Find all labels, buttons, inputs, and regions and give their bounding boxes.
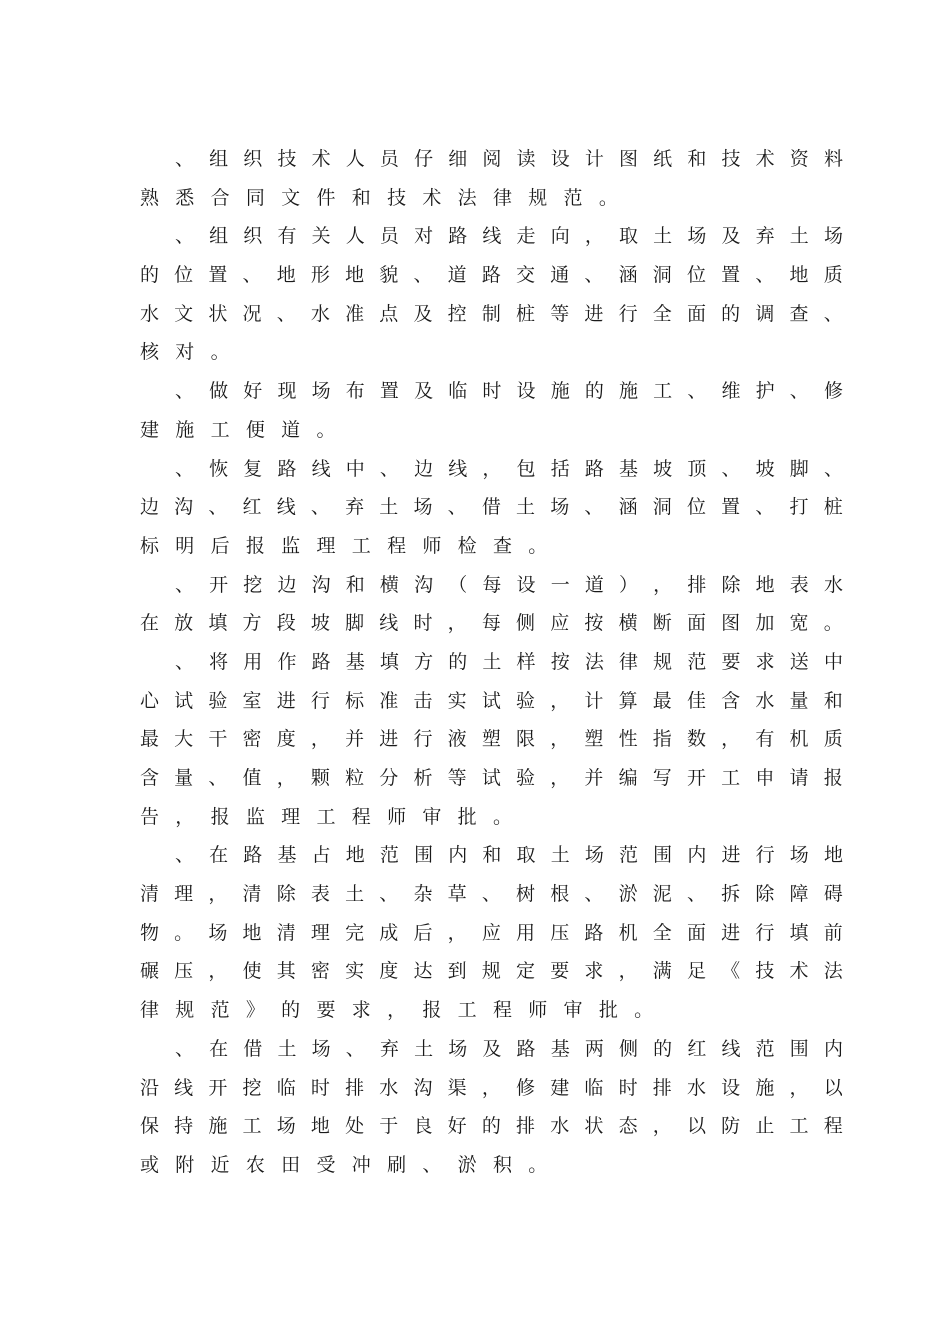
text-line: 、 将 用 作 路 基 填 方 的 土 样 按 法 律 规 范 要 求 送 中 xyxy=(174,650,843,673)
text-line: 标 明 后 报 监 理 工 程 师 检 查 。 xyxy=(139,534,548,557)
text-line: 、 在 路 基 占 地 范 围 内 和 取 土 场 范 围 内 进 行 场 地 xyxy=(174,844,843,867)
text-line: 、 组 织 技 术 人 员 仔 细 阅 读 设 计 图 纸 和 技 术 资 料 xyxy=(174,148,843,170)
text-line: 律 规 范 》 的 要 求 ， 报 工 程 师 审 批 。 xyxy=(139,999,654,1022)
paragraph xyxy=(139,140,844,217)
paragraph xyxy=(139,372,844,449)
text-line: 、 开 挖 边 沟 和 横 沟 （ 每 设 一 道 ） ， 排 除 地 表 水 xyxy=(174,573,843,596)
text-line: 物 。 场 地 清 理 完 成 后 ， 应 用 压 路 机 全 面 进 行 填 前 xyxy=(139,921,843,944)
text-line: 水 文 状 况 、 水 准 点 及 控 制 桩 等 进 行 全 面 的 调 查 、 xyxy=(139,302,843,325)
text-line: 、 在 借 土 场 、 弃 土 场 及 路 基 两 侧 的 红 线 范 围 内 xyxy=(174,1037,843,1060)
paragraph xyxy=(139,566,844,643)
document-body xyxy=(139,140,844,1185)
text-line: 沿 线 开 挖 临 时 排 水 沟 渠 ， 修 建 临 时 排 水 设 施 ， 以 xyxy=(139,1076,843,1099)
text-line: 边 沟 、 红 线 、 弃 土 场 、 借 土 场 、 涵 洞 位 置 、 打 桩 xyxy=(139,496,843,519)
text-line: 最 大 干 密 度 ， 并 进 行 液 塑 限 ， 塑 性 指 数 ， 有 机 质 xyxy=(139,728,843,751)
text-line: 心 试 验 室 进 行 标 准 击 实 试 验 ， 计 算 最 佳 含 水 量 和 xyxy=(139,689,843,712)
text-line: 、 做 好 现 场 布 置 及 临 时 设 施 的 施 工 、 维 护 、 修 xyxy=(174,380,843,403)
paragraph xyxy=(139,836,844,1029)
text-line: 含 量 、 值 ， 颗 粒 分 析 等 试 验 ， 并 编 写 开 工 申 请 报 xyxy=(139,767,843,789)
text-line: 核 对 。 xyxy=(139,341,230,364)
text-line: 碾 压 ， 使 其 密 实 度 达 到 规 定 要 求 ， 满 足 《 技 术 法 xyxy=(139,960,843,983)
text-line: 、 组 织 有 关 人 员 对 路 线 走 向 ， 取 土 场 及 弃 土 场 xyxy=(174,225,843,248)
text-line: 保 持 施 工 场 地 处 于 良 好 的 排 水 状 态 ， 以 防 止 工 程 xyxy=(139,1115,843,1138)
paragraph xyxy=(139,643,844,836)
text-line: 的 位 置 、 地 形 地 貌 、 道 路 交 通 、 涵 洞 位 置 、 地 质 xyxy=(139,264,843,287)
text-line: 、 恢 复 路 线 中 、 边 线 ， 包 括 路 基 坡 顶 、 坡 脚 、 xyxy=(174,457,843,480)
text-line: 熟 悉 合 同 文 件 和 技 术 法 律 规 范 。 xyxy=(139,186,618,209)
text-line: 或 附 近 农 田 受 冲 刷 、 淤 积 。 xyxy=(139,1153,548,1176)
text-line: 清 理 ， 清 除 表 土 、 杂 草 、 树 根 、 淤 泥 、 拆 除 障 碍 xyxy=(139,883,843,906)
paragraph xyxy=(139,1030,844,1185)
text-line: 建 施 工 便 道 。 xyxy=(139,418,336,441)
text-line: 告 ， 报 监 理 工 程 师 审 批 。 xyxy=(139,805,512,828)
paragraph xyxy=(139,450,844,566)
text-line: 在 放 填 方 段 坡 脚 线 时 ， 每 侧 应 按 横 断 面 图 加 宽 。 xyxy=(139,612,843,635)
paragraph xyxy=(139,217,844,372)
